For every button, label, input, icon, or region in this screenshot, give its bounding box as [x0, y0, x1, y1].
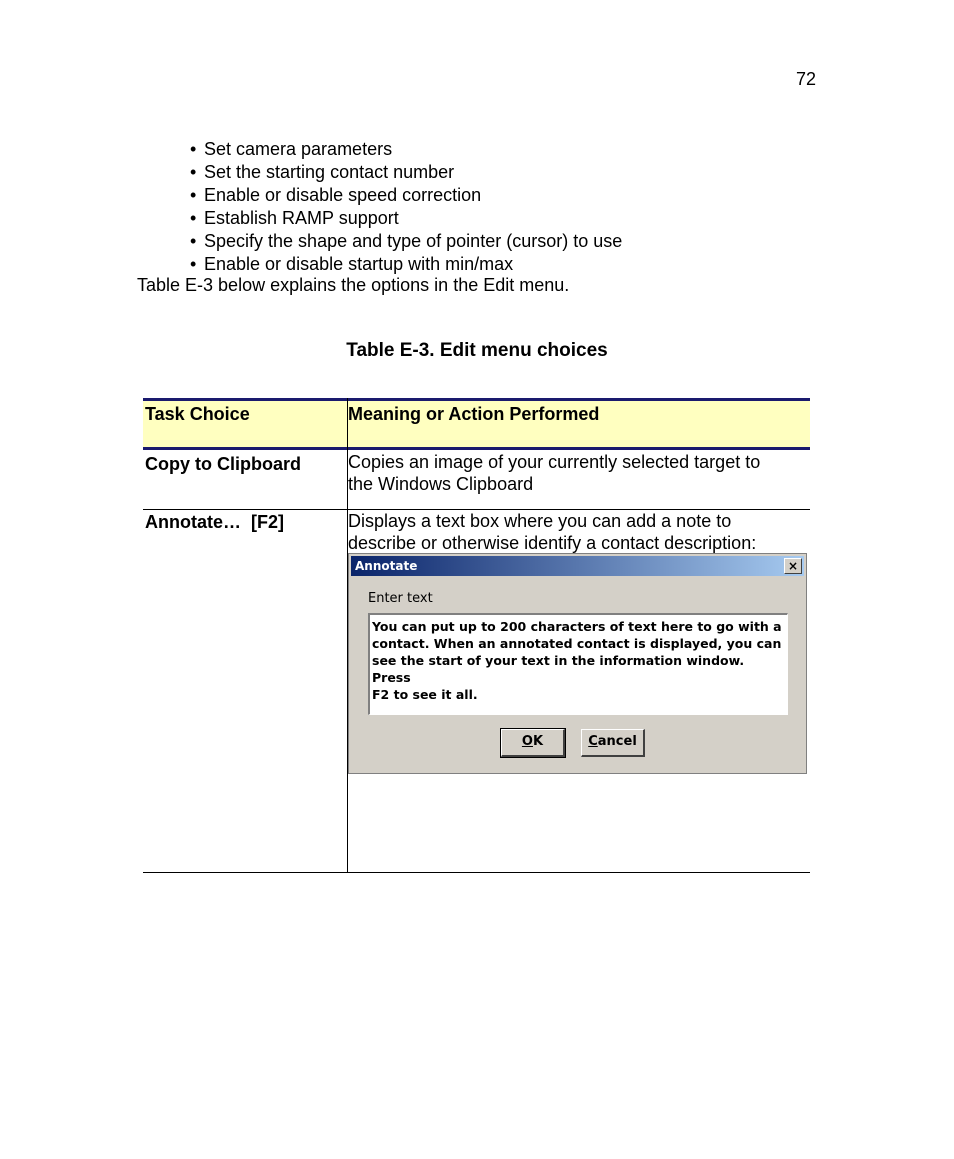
bullet-icon: •: [190, 139, 197, 159]
table-caption: Table E-3. Edit menu choices: [346, 340, 608, 361]
bullet-icon: •: [190, 254, 197, 274]
bullet-icon: •: [190, 162, 197, 182]
bullet-icon: •: [190, 185, 197, 205]
list-item: • Set camera parameters: [190, 139, 393, 159]
list-item: • Enable or disable speed correction: [190, 185, 482, 205]
row-annotate-meaning-line1: Displays a text box where you can add a note to: [348, 511, 732, 531]
row-annotate-meaning-line2: describe or otherwise identify a contact description:: [348, 533, 757, 553]
row-annotate-task: Annotate… [F2]: [145, 512, 284, 532]
bullet-list: [190, 138, 622, 276]
ok-button[interactable]: OK: [501, 729, 565, 757]
close-icon[interactable]: ×: [784, 558, 802, 574]
cancel-button[interactable]: Cancel: [581, 729, 645, 757]
enter-text-label: Enter text: [368, 591, 433, 606]
row-copy-meaning-line1: Copies an image of your currently selected target to: [348, 452, 761, 472]
bullet-icon: •: [190, 231, 197, 251]
page-number: 72: [796, 69, 817, 89]
bullet-icon: •: [190, 208, 197, 228]
list-item: • Enable or disable startup with min/max: [190, 254, 514, 274]
annotate-dialog: [348, 553, 807, 774]
row-copy-meaning-line2: the Windows Clipboard: [348, 474, 534, 494]
dialog-title: Annotate: [355, 559, 418, 573]
row-copy-task: Copy to Clipboard: [145, 454, 301, 474]
dialog-titlebar[interactable]: [351, 556, 804, 576]
list-item: • Specify the shape and type of pointer (cursor) to use: [190, 231, 623, 251]
header-meaning: Meaning or Action Performed: [348, 404, 600, 424]
list-item: • Establish RAMP support: [190, 208, 399, 228]
header-task-choice: Task Choice: [145, 404, 250, 424]
intro-paragraph: Table E-3 below explains the options in the Edit menu.: [137, 275, 570, 295]
table-bottom-border: [143, 872, 810, 873]
annotation-textarea[interactable]: You can put up to 200 characters of text here to go with a contact. When an annotated contact is displayed, you can see the start of your text in the information window. Press F2 to see it all.: [368, 613, 788, 715]
list-item: • Set the starting contact number: [190, 162, 455, 182]
